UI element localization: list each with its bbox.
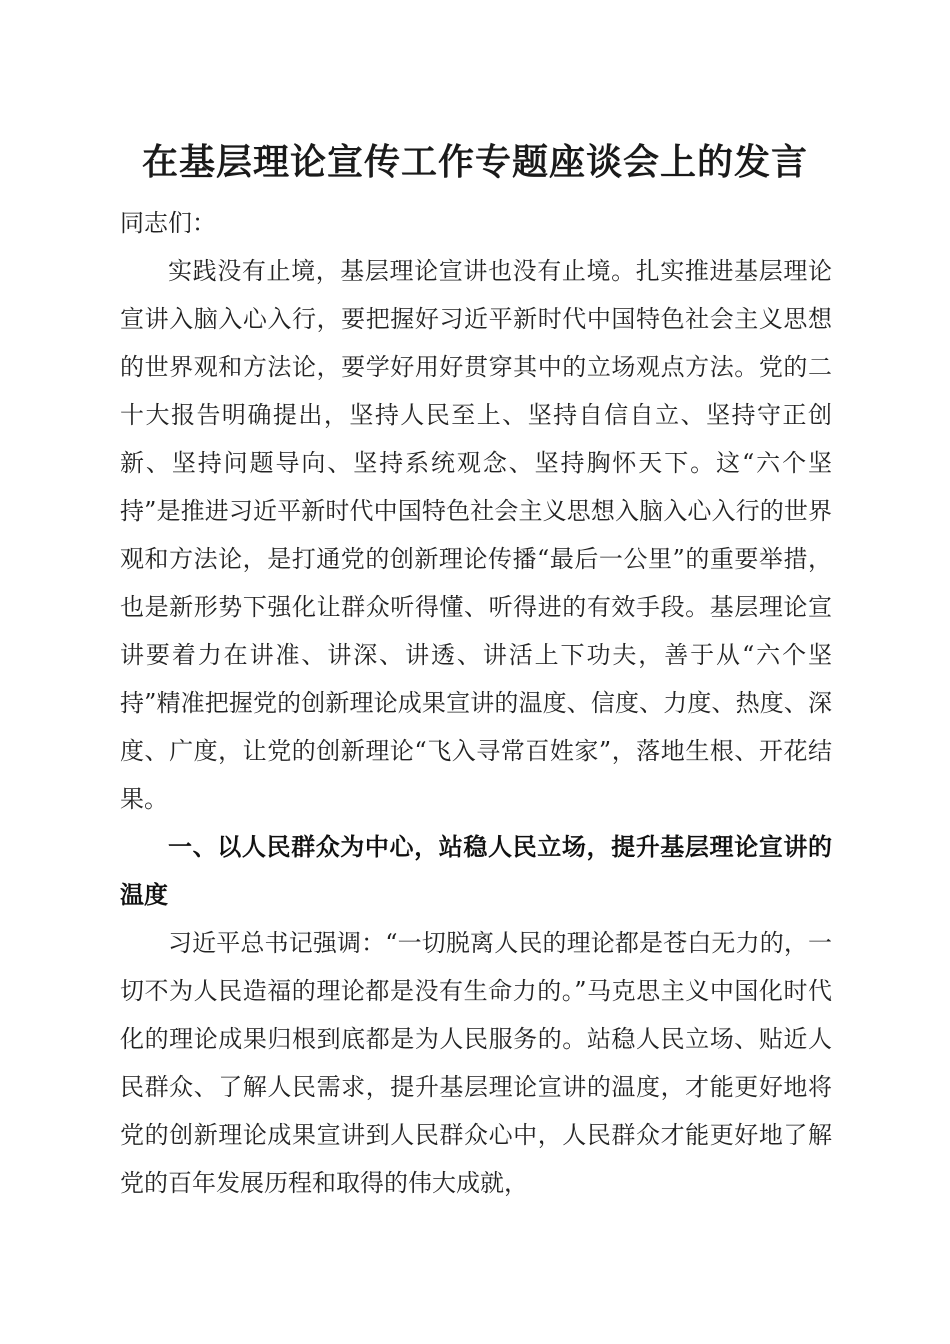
intro-paragraph: 实践没有止境，基层理论宣讲也没有止境。扎实推进基层理论宣讲入脑入心入行，要把握好习近平新时代中国特色社会主义思想的世界观和方法论，要学好用好贯穿其中的立场观点方法。党的二十大报告明确提出，坚持人民至上、坚持自信自立、坚持守正创新、坚持问题导向、坚持系统观念、坚持胸怀天下。这“六个坚持”是推进习近平新时代中国特色社会主义思想入脑入心入行的世界观和方法论，是打通党的创新理论传播“最后一公里”的重要举措，也是新形势下强化让群众听得懂、听得进的有效手段。基层理论宣讲要着力在讲准、讲深、讲透、讲活上下功夫，善于从“六个坚持”精准把握党的创新理论成果宣讲的温度、信度、力度、热度、深度、广度，让党的创新理论“飞入寻常百姓家”，落地生根、开花结果。 (120, 257, 832, 813)
section-heading: 一、以人民群众为中心，站稳人民立场，提升基层理论宣讲的温度 (120, 833, 832, 909)
salutation: 同志们： (120, 209, 216, 237)
section-paragraph: 习近平总书记强调：“一切脱离人民的理论都是苍白无力的，一切不为人民造福的理论都是没有生命力的。”马克思主义中国化时代化的理论成果归根到底都是为人民服务的。站稳人民立场、贴近人民群众、了解人民需求，提升基层理论宣讲的温度，才能更好地将党的创新理论成果宣讲到人民群众心中，人民群众才能更好地了解党的百年发展历程和取得的伟大成就， (120, 929, 832, 1197)
document-body (120, 199, 832, 1207)
document-title: 在基层理论宣传工作专题座谈会上的发言 (141, 141, 808, 183)
